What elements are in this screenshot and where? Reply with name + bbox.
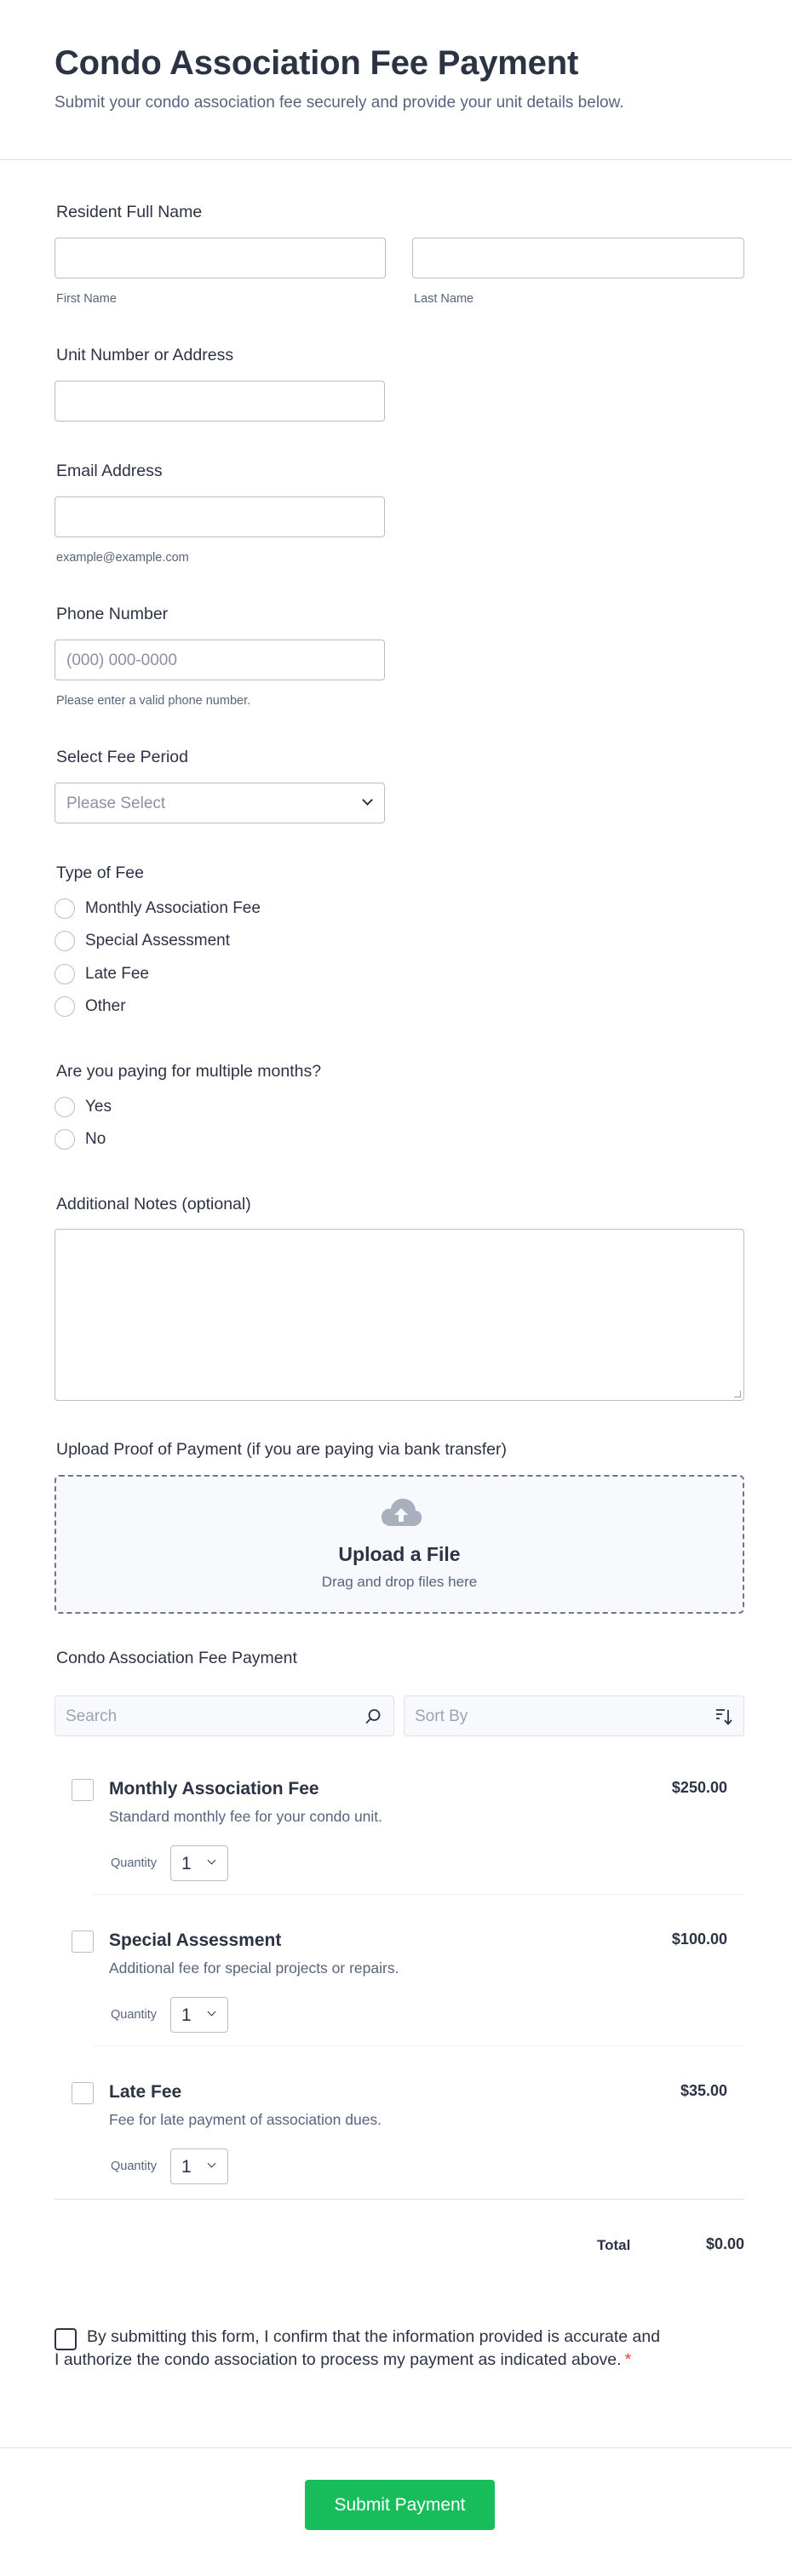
chevron-down-icon: [208, 2008, 216, 2017]
quantity-value: 1: [181, 1854, 192, 1873]
upload-title: Upload a File: [338, 1543, 461, 1565]
product-item[interactable]: [55, 2072, 744, 2223]
resident-name-label: Resident Full Name: [56, 203, 203, 221]
email-label: Email Address: [56, 462, 163, 480]
file-upload-dropzone[interactable]: [55, 1475, 744, 1614]
radio-button[interactable]: [55, 1097, 75, 1117]
total-value: $0.00: [705, 2235, 744, 2252]
form-header: [0, 0, 792, 160]
product-search-input[interactable]: [55, 1695, 394, 1736]
product-checkbox[interactable]: [72, 1779, 94, 1801]
quantity-label: Quantity: [111, 2008, 157, 2022]
fee-type-label: Type of Fee: [56, 863, 144, 882]
quantity-select[interactable]: [170, 1997, 228, 2033]
page-title: Condo Association Fee Payment: [55, 44, 579, 82]
radio-label: Late Fee: [85, 965, 149, 983]
radio-label: No: [85, 1130, 106, 1148]
radio-label: Monthly Association Fee: [85, 899, 261, 917]
product-description: Additional fee for special projects or repairs.: [109, 1959, 399, 1976]
product-description: Standard monthly fee for your condo unit.: [109, 1808, 383, 1825]
product-checkbox[interactable]: [72, 1931, 94, 1953]
unit-label: Unit Number or Address: [56, 346, 234, 364]
total-label: Total: [597, 2237, 631, 2253]
fee-period-label: Select Fee Period: [56, 748, 189, 766]
divider: [94, 2045, 744, 2046]
product-description: Fee for late payment of association dues.: [109, 2111, 382, 2128]
upload-label: Upload Proof of Payment (if you are paying via bank transfer): [56, 1440, 507, 1459]
fee-type-option-special[interactable]: [55, 929, 230, 953]
divider: [94, 1894, 744, 1895]
payment-label: Condo Association Fee Payment: [56, 1649, 297, 1667]
upload-subtitle: Drag and drop files here: [321, 1574, 478, 1590]
radio-label: Yes: [85, 1098, 112, 1116]
notes-textarea[interactable]: [55, 1229, 744, 1401]
sort-icon[interactable]: [715, 1707, 733, 1726]
radio-button[interactable]: [55, 996, 75, 1017]
product-price: $100.00: [671, 1931, 727, 1948]
last-name-input[interactable]: [412, 238, 744, 278]
last-name-sublabel: Last Name: [414, 292, 474, 306]
email-input[interactable]: [55, 496, 385, 537]
phone-placeholder: (000) 000-0000: [66, 651, 177, 669]
product-checkbox[interactable]: [72, 2082, 94, 2104]
fee-type-option-late[interactable]: [55, 962, 149, 986]
fee-period-placeholder: Please Select: [66, 795, 166, 812]
fee-type-option-monthly[interactable]: [55, 897, 261, 921]
page-subtitle: Submit your condo association fee securely and provide your unit details below.: [55, 94, 624, 112]
first-name-input[interactable]: [55, 238, 386, 278]
product-item[interactable]: [55, 1769, 744, 1920]
required-marker: *: [624, 2350, 632, 2369]
search-icon[interactable]: [364, 1708, 382, 1725]
consent-label: [55, 2326, 668, 2372]
chevron-down-icon: [208, 1856, 216, 1865]
divider: [0, 2447, 792, 2448]
fee-type-option-other[interactable]: [55, 995, 126, 1018]
product-name: Monthly Association Fee: [109, 1779, 319, 1799]
consent-text: By submitting this form, I confirm that the information provided is accurate and I authorize the condo association to process my payment as indicated above.: [55, 2327, 661, 2369]
product-name: Late Fee: [109, 2082, 182, 2102]
quantity-value: 1: [181, 2157, 192, 2177]
quantity-select[interactable]: [170, 1845, 228, 1881]
chevron-down-icon: [208, 2160, 216, 2168]
resize-handle-icon[interactable]: [734, 1391, 741, 1397]
multiple-months-option-no[interactable]: [55, 1127, 106, 1151]
quantity-value: 1: [181, 2005, 192, 2025]
radio-button[interactable]: [55, 898, 75, 919]
radio-button[interactable]: [55, 931, 75, 951]
sort-by-select[interactable]: [404, 1695, 744, 1736]
product-price: $250.00: [671, 1779, 727, 1796]
product-item[interactable]: [55, 1920, 744, 2072]
multiple-months-label: Are you paying for multiple months?: [56, 1062, 322, 1081]
chevron-down-icon: [362, 795, 373, 806]
notes-label: Additional Notes (optional): [56, 1195, 251, 1213]
cloud-upload-icon: [380, 1497, 422, 1528]
first-name-sublabel: First Name: [56, 292, 117, 306]
divider: [55, 2199, 744, 2200]
quantity-label: Quantity: [111, 1856, 157, 1870]
quantity-select[interactable]: [170, 2149, 228, 2184]
radio-button[interactable]: [55, 964, 75, 984]
submit-button[interactable]: Submit Payment: [305, 2480, 495, 2530]
email-sublabel: example@example.com: [56, 551, 189, 565]
product-price: $35.00: [680, 2082, 727, 2099]
multiple-months-option-yes[interactable]: [55, 1095, 112, 1119]
quantity-label: Quantity: [111, 2160, 157, 2173]
unit-input[interactable]: [55, 381, 385, 422]
radio-button[interactable]: [55, 1129, 75, 1150]
radio-label: Other: [85, 997, 126, 1015]
phone-sublabel: Please enter a valid phone number.: [56, 694, 251, 708]
sort-placeholder: Sort By: [415, 1707, 468, 1725]
product-name: Special Assessment: [109, 1931, 282, 1950]
radio-label: Special Assessment: [85, 932, 231, 950]
phone-label: Phone Number: [56, 605, 169, 623]
search-placeholder: Search: [66, 1707, 118, 1725]
phone-input[interactable]: [55, 640, 385, 680]
fee-period-select[interactable]: [55, 783, 385, 823]
